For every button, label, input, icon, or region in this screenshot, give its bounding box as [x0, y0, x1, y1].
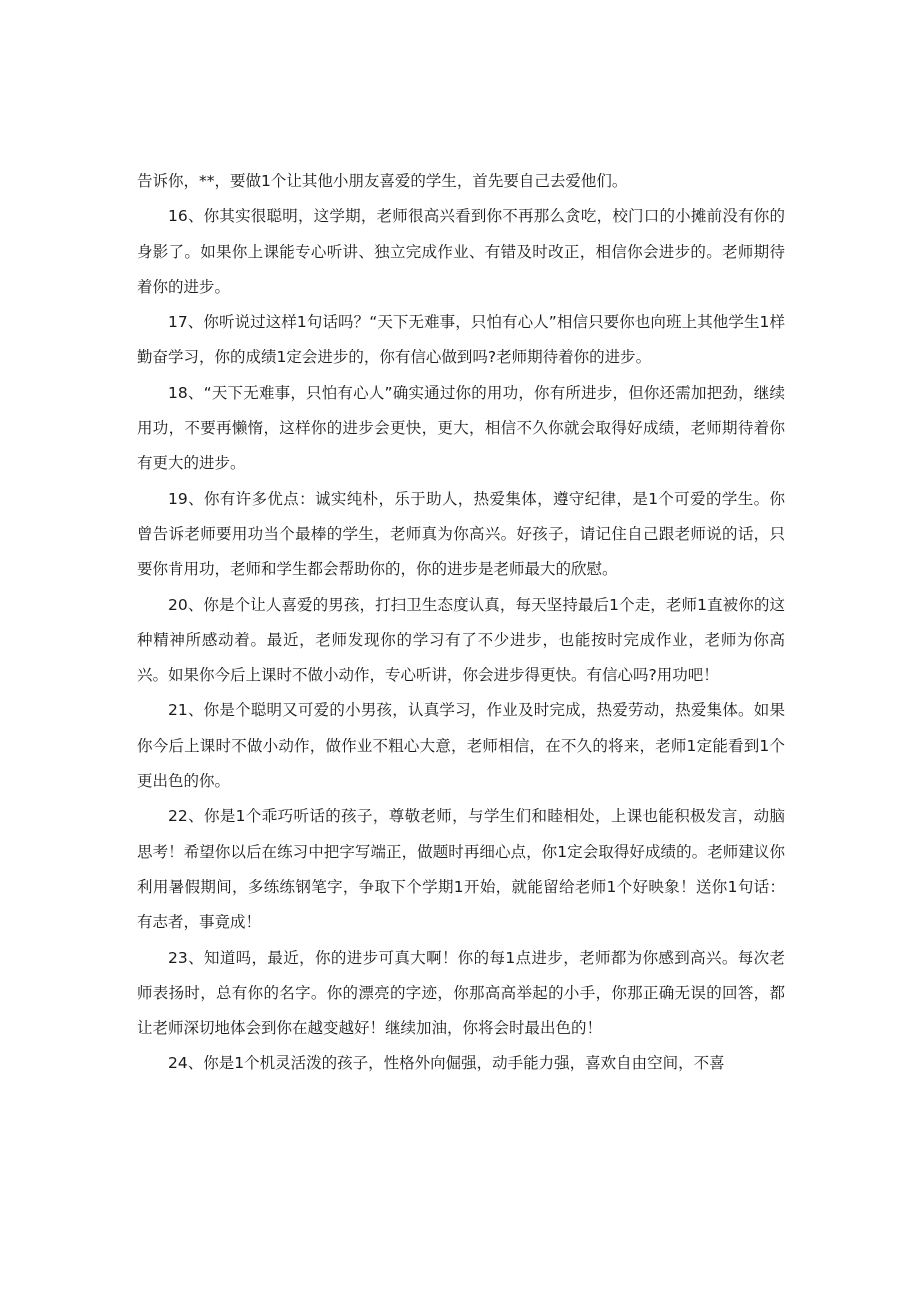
paragraph: 19、你有许多优点：诚实纯朴，乐于助人，热爱集体，遵守纪律，是1个可爱的学生。你曾告诉老师要用功当个最棒的学生，老师真为你高兴。好孩子，请记住自己跟老师说的话，只要你肯用功，老师和学生都会帮助你的，你的进步是老师最大的欣慰。 — [137, 489, 785, 579]
paragraph: 17、你听说过这样1句话吗？“天下无难事，只怕有心人”相信只要你也向班上其他学生1样勤奋学习，你的成绩1定会进步的，你有信心做到吗?老师期待着你的进步。 — [137, 313, 785, 367]
paragraph: 23、知道吗，最近，你的进步可真大啊！你的每1点进步，老师都为你感到高兴。每次老师表扬时，总有你的名字。你的漂亮的字迹，你那高高举起的小手，你那正确无误的回答，都让老师深切地体会到你在越变越好！继续加油，你将会时最出色的！ — [137, 948, 785, 1038]
paragraph: 18、“天下无难事，只怕有心人”确实通过你的用功，你有所进步，但你还需加把劲，继续用功，不要再懒惰，这样你的进步会更快，更大，相信不久你就会取得好成绩，老师期待着你有更大的进步。 — [137, 383, 785, 473]
paragraph: 22、你是1个乖巧听话的孩子，尊敬老师，与学生们和睦相处，上课也能积极发言，动脑思考！希望你以后在练习中把字写端正，做题时再细心点，你1定会取得好成绩的。老师建议你利用暑假期间，多练练钢笔字，争取下个学期1开始，就能留给老师1个好映象！送你1句话：有志者，事竟成！ — [137, 807, 785, 932]
paragraph: 16、你其实很聪明，这学期，老师很高兴看到你不再那么贪吃，校门口的小摊前没有你的身影了。如果你上课能专心听讲、独立完成作业、有错及时改正，相信你会进步的。老师期待着你的进步。 — [137, 207, 785, 296]
paragraph: 24、你是1个机灵活泼的孩子，性格外向倔强，动手能力强，喜欢自由空间，不喜 — [168, 1054, 725, 1073]
paragraph: 告诉你，**，要做1个让其他小朋友喜爱的学生，首先要自己去爱他们。 — [137, 172, 628, 190]
document-body — [137, 164, 785, 1082]
paragraph: 20、你是个让人喜爱的男孩，打扫卫生态度认真，每天坚持最后1个走，老师1直被你的这种精神所感动着。最近，老师发现你的学习有了不少进步，也能按时完成作业，老师为你高兴。如果你今后上课时不做小动作，专心听讲，你会进步得更快。有信心吗?用功吧！ — [137, 595, 785, 685]
paragraph: 21、你是个聪明又可爱的小男孩，认真学习，作业及时完成，热爱劳动，热爱集体。如果你今后上课时不做小动作，做作业不粗心大意，老师相信，在不久的将来，老师1定能看到1个更出色的你。 — [137, 701, 785, 791]
